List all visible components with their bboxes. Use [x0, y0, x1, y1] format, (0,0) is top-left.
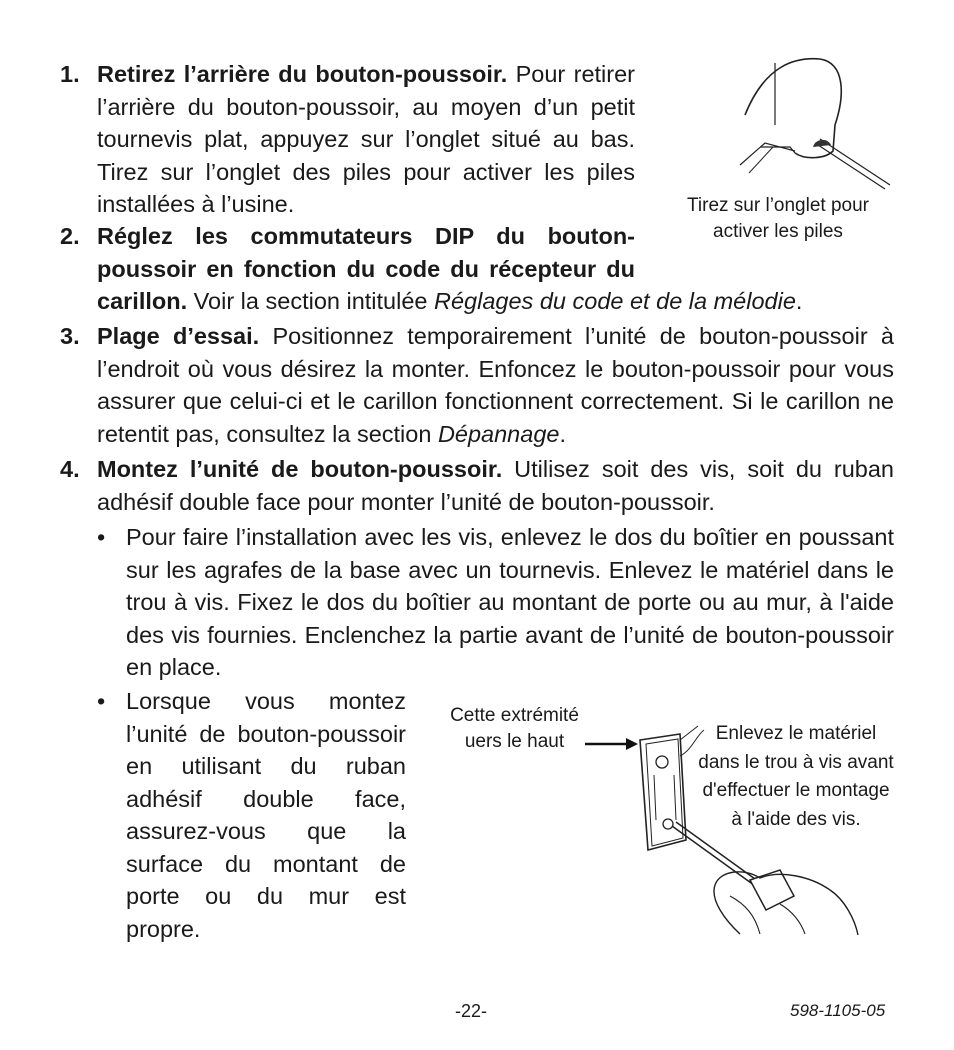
step-3-title: Plage d’essai. [97, 323, 260, 349]
step-2-text: Voir la section intitulée [187, 288, 435, 314]
step-4-paragraph [97, 453, 894, 518]
document-code: 598-1105-05 [790, 1001, 886, 1020]
bullet-2-marker: • [97, 688, 106, 714]
step-3-number: 3. [60, 323, 80, 349]
step-3-text: Positionnez temporairement l’unité de bouton-poussoir à l’endroit où vous désirez la monter. Enfoncez le bouton-poussoir pour vous assurer que celui-ci et le carillon fonctionnent correctement. Si le carillon ne retentit pas, consultez la section [97, 323, 894, 447]
step-2-end: . [795, 288, 803, 314]
step-3-end: . [559, 420, 566, 447]
figure-2-top-caption: Cette extrémité uers le haut [450, 705, 579, 752]
step-3-paragraph [97, 320, 894, 450]
step-2-paragraph-top [97, 220, 635, 285]
step-2-paragraph-bottom: carillon. Voir la section intitulée Réglages du code et de la mélodie. [97, 288, 803, 314]
step-4-title: Montez l’unité de bouton-poussoir. [97, 456, 503, 482]
step-4-number: 4. [60, 456, 80, 482]
page-number: -22- [455, 1001, 488, 1021]
step-1-title: Retirez l’arrière du bouton-poussoir. [97, 61, 508, 87]
bullet-1-marker: • [97, 524, 106, 550]
step-4-text: Utilisez soit des vis, soit du ruban adhésif double face pour monter l’unité de bouton-poussoir. [97, 456, 894, 515]
step-1-paragraph [97, 58, 635, 221]
bullet-1-text: Pour faire l’installation avec les vis, enlevez le dos du boîtier en poussant sur les agrafes de la base avec un tournevis. Enlevez le matériel dans le trou à vis. Fixez le dos du boîtier au montant de porte ou au mur, à l'aide des vis fournies. Enclenchez la partie avant de l’unité de bouton-poussoir en place. [126, 524, 894, 680]
step-1-text: Pour retirer l’arrière du bouton-poussoir, au moyen d’un petit tournevis plat, appuyez sur l’onglet situé au bas. Tirez sur l’onglet des piles pour activer les piles installées à l’usine. [97, 61, 635, 217]
step-2-number: 2. [60, 223, 80, 249]
step-2-title: Réglez les commutateurs DIP du bouton-poussoir en fonction du code du récepteur du [97, 223, 635, 282]
step-1-number: 1. [60, 61, 80, 87]
battery-tab-illustration [735, 55, 895, 195]
figure-1-caption: Tirez sur l’onglet pour activer les piles [687, 195, 869, 242]
figure-2-right-caption: Enlevez le matériel dans le trou à vis avant d'effectuer le montage à l'aide des vis. [698, 723, 894, 830]
step-3-italic: Dépannage [437, 420, 560, 447]
step-2-italic: Réglages du code et de la mélodie [434, 288, 796, 314]
bullet-2-text: Lorsque vous montez l’unité de bouton-poussoir en utilisant du ruban adhésif double face, assurez-vous que la surface du montant de porte ou du mur est propre. [126, 688, 406, 942]
